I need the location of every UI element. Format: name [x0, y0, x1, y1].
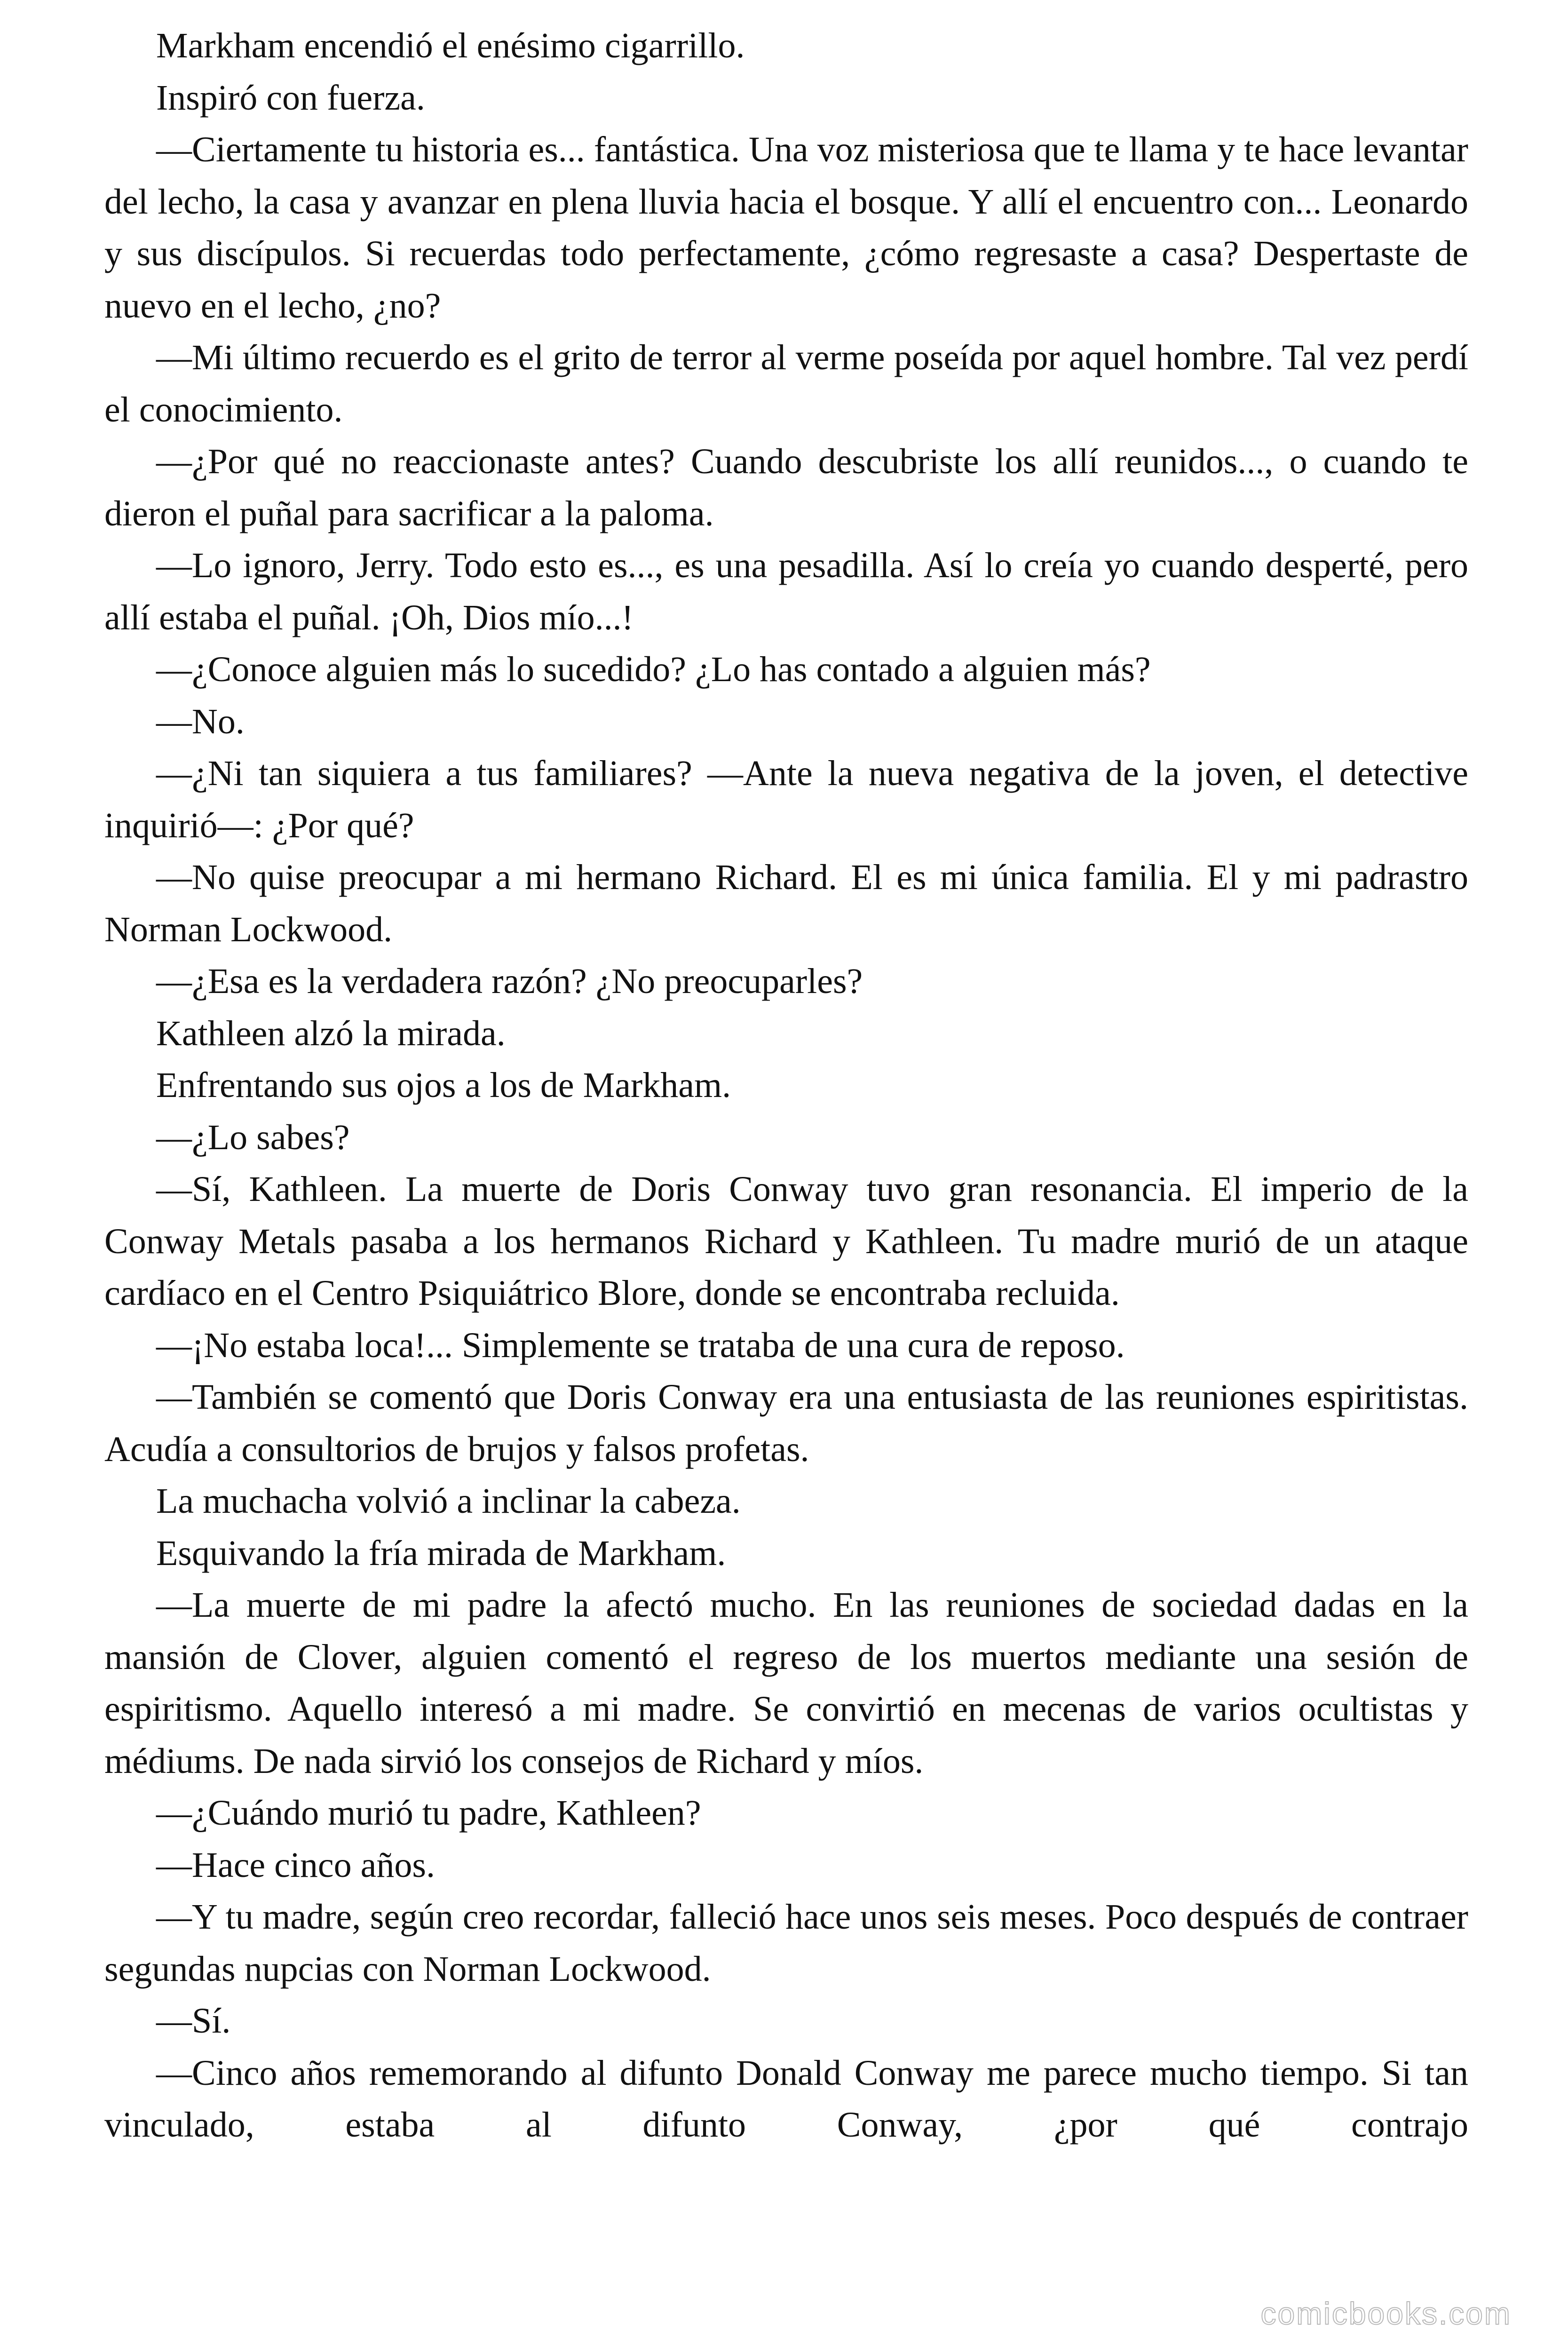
paragraph: —Hace cinco años.	[156, 1845, 435, 1885]
paragraph: —No quise preocupar a mi hermano Richard. El es mi única familia. El y mi padrastro Norman Lockwood.	[104, 858, 1468, 949]
paragraph: Inspiró con fuerza.	[156, 78, 425, 118]
paragraph: —Sí, Kathleen. La muerte de Doris Conway tuvo gran resonancia. El imperio de la Conway Metals pasaba a los hermanos Richard y Kathleen. Tu madre murió de un ataque cardíaco en el Centro Psiquiátrico Blore, donde se encontraba recluida.	[104, 1169, 1468, 1313]
paragraph: —Cinco años rememorando al difunto Donald Conway me parece mucho tiempo. Si tan vinculado, estaba al difunto Conway, ¿por qué contrajo	[104, 2053, 1468, 2145]
paragraph: —¿Conoce alguien más lo sucedido? ¿Lo has contado a alguien más?	[156, 650, 1151, 689]
paragraph: —¿Lo sabes?	[156, 1117, 350, 1157]
paragraph: Kathleen alzó la mirada.	[156, 1013, 506, 1053]
paragraph: —Lo ignoro, Jerry. Todo esto es..., es una pesadilla. Así lo creía yo cuando desperté, pero allí estaba el puñal. ¡Oh, Dios mío...!	[104, 546, 1468, 637]
paragraph: —Mi último recuerdo es el grito de terror al verme poseída por aquel hombre. Tal vez perdí el conocimiento.	[104, 338, 1468, 429]
paragraph: —Ciertamente tu historia es... fantástica. Una voz misteriosa que te llama y te hace levantar del lecho, la casa y avanzar en plena lluvia hacia el bosque. Y allí el encuentro con... Leonardo y sus discípulos. Si recuerdas todo perfectamente, ¿cómo regresaste a casa? Despertaste de nuevo en el lecho, ¿no?	[104, 130, 1468, 326]
paragraph: Enfrentando sus ojos a los de Markham.	[156, 1065, 731, 1105]
paragraph: —Sí.	[156, 2001, 231, 2041]
paragraph: —¿Esa es la verdadera razón? ¿No preocuparles?	[156, 961, 863, 1001]
paragraph: —La muerte de mi padre la afectó mucho. En las reuniones de sociedad dadas en la mansión de Clover, alguien comentó el regreso de los muertos mediante una sesión de espiritismo. Aquello interesó a mi madre. Se convirtió en mecenas de varios ocultistas y médiums. De nada sirvió los consejos de Richard y míos.	[104, 1585, 1468, 1781]
watermark: comicbooks.com	[1260, 2296, 1512, 2331]
paragraph: —También se comentó que Doris Conway era una entusiasta de las reuniones espiritistas. Acudía a consultorios de brujos y falsos profetas.	[104, 1377, 1468, 1469]
paragraph: —Y tu madre, según creo recordar, falleció hace unos seis meses. Poco después de contraer segundas nupcias con Norman Lockwood.	[104, 1897, 1468, 1989]
paragraph: —¿Por qué no reaccionaste antes? Cuando descubriste los allí reunidos..., o cuando te dieron el puñal para sacrificar a la paloma.	[104, 442, 1468, 533]
paragraph: —No.	[156, 701, 245, 741]
paragraph: —¡No estaba loca!... Simplemente se trataba de una cura de reposo.	[156, 1325, 1125, 1365]
paragraph: La muchacha volvió a inclinar la cabeza.	[156, 1481, 741, 1521]
paragraph: Markham encendió el enésimo cigarrillo.	[156, 26, 745, 65]
paragraph: —¿Cuándo murió tu padre, Kathleen?	[156, 1793, 701, 1833]
page-text	[104, 20, 1468, 2151]
paragraph: —¿Ni tan siquiera a tus familiares? —Ante la nueva negativa de la joven, el detective inquirió—: ¿Por qué?	[104, 754, 1468, 845]
paragraph: Esquivando la fría mirada de Markham.	[156, 1533, 726, 1573]
